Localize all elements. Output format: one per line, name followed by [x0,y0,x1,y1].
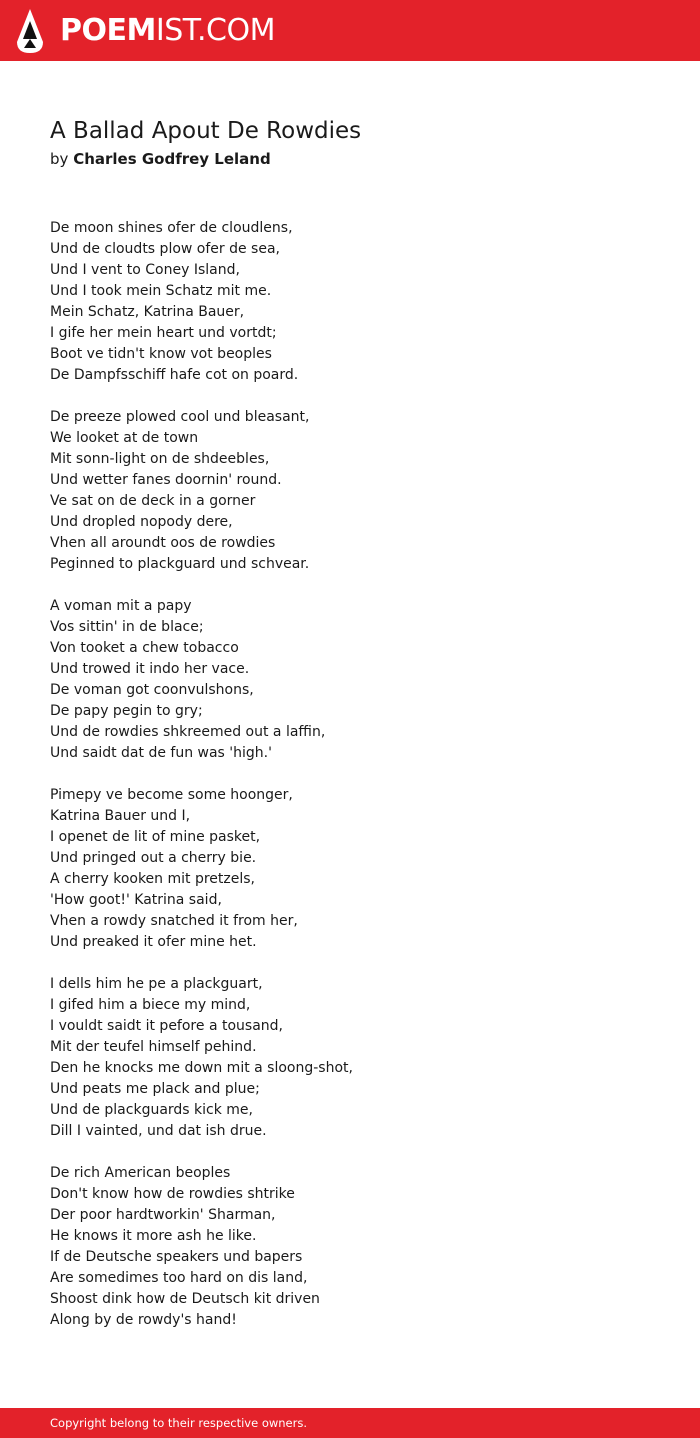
poem-line: Dill I vainted, und dat ish drue. [50,1123,267,1139]
poem-line: I vouldt saidt it pefore a tousand, [50,1018,283,1034]
logo-text-bold: POEM [60,13,156,48]
poem-line: Und de rowdies shkreemed out a laffin, [50,724,326,740]
poem-line: De moon shines ofer de cloudlens, [50,220,293,236]
poem-line: Und I took mein Schatz mit me. [50,283,272,299]
poem-line: Pimepy ve become some hoonger, [50,787,293,803]
poem-line: 'How goot!' Katrina said, [50,892,222,908]
site-footer [0,1408,700,1438]
poem-line: Und dropled nopody dere, [50,514,233,530]
poem-line: Mein Schatz, Katrina Bauer, [50,304,245,320]
poem-line: A voman mit a papy [50,598,192,614]
poem-line: We looket at de town [50,430,199,446]
author-name: Charles Godfrey Leland [73,150,271,168]
poem-line: De Dampfsschiff hafe cot on poard. [50,367,299,383]
poem-line: Vhen a rowdy snatched it from her, [50,913,298,929]
poem-line: Peginned to plackguard und schvear. [50,556,310,572]
poem-line: Along by de rowdy's hand! [50,1312,237,1328]
poem-body [50,218,670,1352]
poem-line: If de Deutsche speakers und bapers [50,1249,303,1265]
poem-stanza [50,407,670,575]
poem-line: Mit der teufel himself pehind. [50,1039,257,1055]
poem-line: A cherry kooken mit pretzels, [50,871,255,887]
poem-line: Und pringed out a cherry bie. [50,850,257,866]
poem-line: Und peats me plack and plue; [50,1081,260,1097]
site-logo-link[interactable] [16,8,275,54]
site-header [0,0,700,61]
poem-line: I gife her mein heart und vortdt; [50,325,277,341]
poem-line: Und de cloudts plow ofer de sea, [50,241,280,257]
poem-line: Shoost dink how de Deutsch kit driven [50,1291,320,1307]
poem-stanza [50,785,670,953]
poem-line: I openet de lit of mine pasket, [50,829,261,845]
logo-text-light: IST.COM [155,13,275,48]
poem-line: Ve sat on de deck in a gorner [50,493,256,509]
poem-line: Der poor hardtworkin' Sharman, [50,1207,276,1223]
poem-line: Vhen all aroundt oos de rowdies [50,535,276,551]
poem-line: Boot ve tidn't know vot beoples [50,346,272,362]
poem-byline [50,149,271,169]
poem-line: Mit sonn-light on de shdeebles, [50,451,270,467]
poem-line: Und I vent to Coney Island, [50,262,240,278]
poem-line: Von tooket a chew tobacco [50,640,239,656]
poem-line: Katrina Bauer und I, [50,808,191,824]
poem-line: De rich American beoples [50,1165,231,1181]
poem-line: Und saidt dat de fun was 'high.' [50,745,272,761]
by-label: by [50,150,69,168]
poem-line: I dells him he pe a plackguart, [50,976,263,992]
poem-line: Don't know how de rowdies shtrike [50,1186,295,1202]
poem-line: Und wetter fanes doornin' round. [50,472,282,488]
poem-line: Und preaked it ofer mine het. [50,934,257,950]
poem-line: Vos sittin' in de blace; [50,619,204,635]
poem-line: Den he knocks me down mit a sloong-shot, [50,1060,353,1076]
site-logo-text [60,13,275,48]
poem-stanza [50,974,670,1142]
poem-line: Und trowed it indo her vace. [50,661,250,677]
poem-line: De preeze plowed cool und bleasant, [50,409,310,425]
poem-stanza [50,218,670,386]
poem-line: Are somedimes too hard on dis land, [50,1270,308,1286]
poem-line: I gifed him a biece my mind, [50,997,251,1013]
poem-title: A Ballad Apout De Rowdies [50,118,362,144]
copyright-notice: Copyright belong to their respective owners. [50,1416,308,1430]
pencil-tip-icon [16,8,44,54]
poem-stanza [50,1163,670,1331]
poem-line: De papy pegin to gry; [50,703,203,719]
poem-line: De voman got coonvulshons, [50,682,254,698]
poem-line: Und de plackguards kick me, [50,1102,253,1118]
poem-stanza [50,596,670,764]
poem-line: He knows it more ash he like. [50,1228,257,1244]
